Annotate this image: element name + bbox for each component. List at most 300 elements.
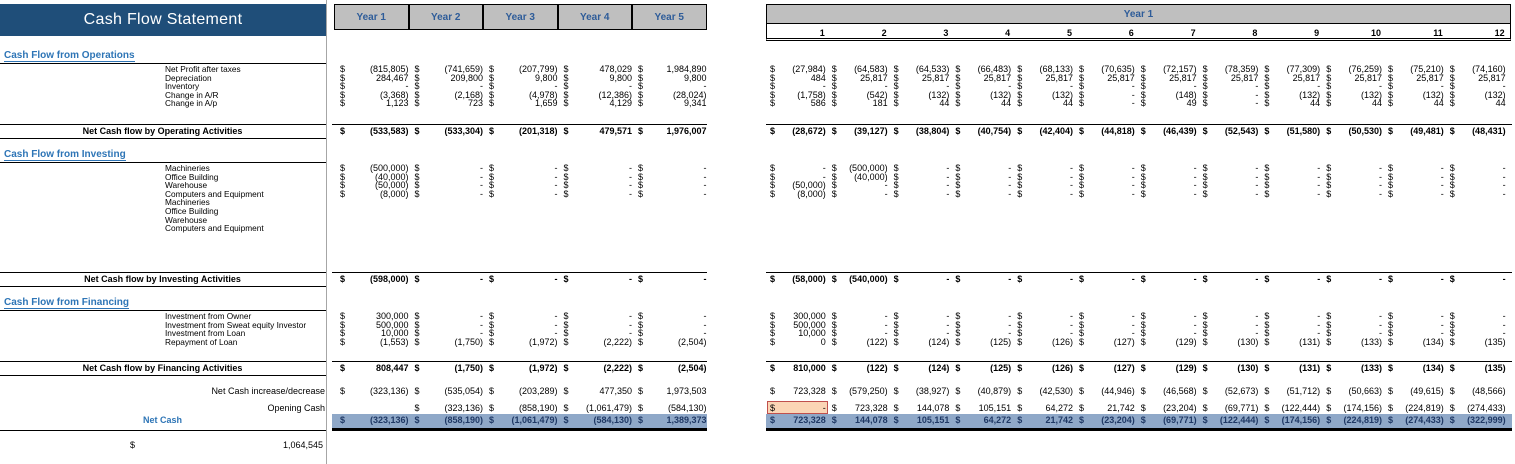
currency-symbol: $ <box>1079 171 1085 182</box>
cell-value: - <box>1502 180 1506 191</box>
cell-value: (2,168) <box>454 89 483 100</box>
cell-value: 44 <box>1433 98 1444 109</box>
currency-symbol: $ <box>1202 163 1208 173</box>
cell-value: (323,136) <box>369 386 409 396</box>
currency-symbol: $ <box>1202 98 1208 109</box>
cell-value: - <box>480 274 483 284</box>
currency-symbol: $ <box>1079 98 1085 109</box>
cell-value: (69,771) <box>1224 403 1259 413</box>
cell-value: - <box>1255 89 1259 100</box>
currency-symbol: $ <box>414 126 420 136</box>
annual-header-1[interactable]: Year 1 <box>334 4 409 30</box>
cell-value: - <box>1317 311 1321 321</box>
monthly-investing-7-6 <box>1141 223 1200 235</box>
cell-value: - <box>554 319 558 330</box>
currency-symbol: $ <box>1140 188 1146 199</box>
cell-value: - <box>1008 311 1012 321</box>
currency-symbol: $ <box>955 81 961 92</box>
annual-financing-3-2 <box>489 337 561 349</box>
cell-value: (48,566) <box>1472 386 1506 396</box>
currency-symbol: $ <box>770 319 776 330</box>
currency-symbol: $ <box>1449 319 1455 330</box>
cell-value: (42,404) <box>1039 126 1073 136</box>
currency-symbol: $ <box>1202 171 1208 182</box>
month-header-10[interactable]: 10 <box>1370 28 1381 38</box>
cell-value: - <box>1502 319 1506 330</box>
row-label-financing-3: Repayment of Loan <box>165 336 238 347</box>
currency-symbol: $ <box>1017 311 1023 321</box>
currency-symbol: $ <box>1388 81 1394 92</box>
currency-symbol: $ <box>563 274 569 284</box>
currency-symbol: $ <box>1326 188 1332 199</box>
cell-value: - <box>1131 319 1135 330</box>
section-heading-financing: Cash Flow from Financing <box>4 297 130 308</box>
monthly-total-investing-8 <box>1264 274 1323 286</box>
cell-value: - <box>554 171 558 182</box>
currency-symbol: $ <box>1017 72 1023 83</box>
currency-symbol: $ <box>1017 415 1023 425</box>
currency-symbol: $ <box>638 386 644 396</box>
monthly-band-label: Year 1 <box>766 4 1511 24</box>
currency-symbol: $ <box>1326 180 1332 191</box>
cell-value: 105,151 <box>978 403 1012 413</box>
cell-value: 144,078 <box>916 403 950 413</box>
currency-symbol: $ <box>1079 403 1085 413</box>
annual-header-4[interactable]: Year 4 <box>558 4 633 30</box>
currency-symbol: $ <box>414 274 420 284</box>
monthly-total-operations-1 <box>832 126 891 138</box>
cell-value: (38,927) <box>915 386 950 396</box>
cell-value: - <box>629 171 632 182</box>
annual-net-cash-0 <box>340 415 412 427</box>
month-header-12[interactable]: 12 <box>1494 28 1505 38</box>
cell-value: - <box>480 163 483 173</box>
currency-symbol: $ <box>1264 336 1270 347</box>
currency-symbol: $ <box>955 328 961 339</box>
monthly-summary-0-7 <box>1203 386 1262 398</box>
cell-value: - <box>1440 274 1444 284</box>
monthly-total-financing-4 <box>1017 363 1076 375</box>
cell-value: 25,817 <box>1292 72 1321 83</box>
cell-value: 1,984,890 <box>666 64 707 74</box>
cell-value: - <box>554 328 558 339</box>
month-header-6[interactable]: 6 <box>1128 28 1134 38</box>
cell-value: (135) <box>1484 336 1506 347</box>
cell-value: - <box>946 311 950 321</box>
currency-symbol: $ <box>414 180 420 191</box>
cell-value: - <box>629 81 632 92</box>
monthly-net-cash-3 <box>955 415 1014 427</box>
monthly-financing-3-7 <box>1203 337 1262 349</box>
currency-symbol: $ <box>955 336 961 347</box>
annual-total-investing-2 <box>489 274 561 286</box>
currency-symbol: $ <box>893 72 899 83</box>
cell-value: - <box>1378 311 1382 321</box>
currency-symbol: $ <box>1264 126 1270 136</box>
cell-value: (49,615) <box>1410 386 1444 396</box>
currency-symbol: $ <box>1140 386 1146 396</box>
annual-header-5[interactable]: Year 5 <box>632 4 707 30</box>
currency-symbol: $ <box>414 311 420 321</box>
cell-value: 10,000 <box>380 328 409 339</box>
cell-value: - <box>1440 328 1444 339</box>
annual-net-cash-4 <box>638 415 710 427</box>
currency-symbol: $ <box>1017 180 1023 191</box>
cell-value: 1,659 <box>534 98 558 109</box>
cell-value: - <box>1131 81 1135 92</box>
currency-symbol: $ <box>638 328 644 339</box>
monthly-total-operations-4 <box>1017 126 1076 138</box>
cell-value: (1,758) <box>797 89 826 100</box>
currency-symbol: $ <box>1140 72 1146 83</box>
cell-value: - <box>1317 188 1321 199</box>
annual-total-investing-1 <box>415 274 487 286</box>
cell-value: - <box>822 403 826 413</box>
currency-symbol: $ <box>1449 311 1455 321</box>
cell-value: (584,130) <box>593 415 632 425</box>
currency-symbol: $ <box>638 336 644 347</box>
currency-symbol: $ <box>1264 163 1270 173</box>
currency-symbol: $ <box>770 415 776 425</box>
currency-symbol: $ <box>1449 328 1455 339</box>
currency-symbol: $ <box>1079 274 1085 284</box>
cell-value: (125) <box>990 363 1012 373</box>
month-header-3[interactable]: 3 <box>943 28 949 38</box>
annual-investing-7-2 <box>489 223 561 235</box>
currency-symbol: $ <box>1079 89 1085 100</box>
annual-total-operations-1 <box>415 126 487 138</box>
currency-symbol: $ <box>1140 126 1146 136</box>
cell-value: (323,136) <box>444 403 483 413</box>
total-label-financing: Net Cash flow by Financing Activities <box>82 363 243 373</box>
currency-symbol: $ <box>340 336 346 347</box>
annual-investing-7-3 <box>564 223 636 235</box>
month-header-9[interactable]: 9 <box>1314 28 1320 38</box>
currency-symbol: $ <box>955 363 961 373</box>
cell-value: - <box>1317 319 1321 330</box>
cell-value: - <box>703 319 707 330</box>
cell-value: (132) <box>928 89 950 100</box>
monthly-investing-7-7 <box>1203 223 1262 235</box>
monthly-summary-0-5 <box>1079 386 1138 398</box>
cell-value: 25,817 <box>921 72 950 83</box>
cell-value: 586 <box>810 98 826 109</box>
cell-value: (500,000) <box>849 163 888 173</box>
annual-operations-4-2 <box>489 98 561 110</box>
cell-value: - <box>1193 319 1197 330</box>
currency-symbol: $ <box>414 363 420 373</box>
currency-symbol: $ <box>1326 274 1332 284</box>
currency-symbol: $ <box>893 386 899 396</box>
cell-value: - <box>1255 328 1259 339</box>
monthly-net-cash-2 <box>894 415 953 427</box>
monthly-investing-7-8 <box>1264 223 1323 235</box>
cell-value: (42,530) <box>1039 386 1073 396</box>
currency-symbol: $ <box>1140 98 1146 109</box>
cell-value: - <box>703 328 707 339</box>
cell-value: 479,571 <box>599 126 632 136</box>
currency-symbol: $ <box>489 72 495 83</box>
currency-symbol: $ <box>893 311 899 321</box>
cell-value: - <box>1255 171 1259 182</box>
month-header-7[interactable]: 7 <box>1190 28 1196 38</box>
annual-investing-7-4 <box>638 223 710 235</box>
row-label-financing-2: Investment from Loan <box>165 328 246 339</box>
currency-symbol: $ <box>638 72 644 83</box>
currency-symbol: $ <box>831 171 837 182</box>
cell-value: (1,972) <box>528 363 558 373</box>
currency-symbol: $ <box>563 415 569 425</box>
monthly-total-financing-6 <box>1141 363 1200 375</box>
cell-value: - <box>884 188 888 199</box>
month-header-4[interactable]: 4 <box>1005 28 1011 38</box>
currency-symbol: $ <box>638 403 644 413</box>
currency-symbol: $ <box>1388 89 1394 100</box>
cell-value: - <box>1255 311 1259 321</box>
monthly-operations-4-3 <box>955 98 1014 110</box>
currency-symbol: $ <box>414 64 420 74</box>
currency-symbol: $ <box>1202 81 1208 92</box>
annual-summary-0-0 <box>340 386 412 398</box>
currency-symbol: $ <box>563 319 569 330</box>
currency-symbol: $ <box>1388 72 1394 83</box>
cell-value: - <box>480 188 483 199</box>
cell-value: 1,973,503 <box>666 386 707 396</box>
monthly-net-cash-6 <box>1141 415 1200 427</box>
row-label-operations-3: Change in A/R <box>165 89 219 100</box>
cell-value: (50,530) <box>1348 126 1382 136</box>
annual-operations-4-1 <box>415 98 487 110</box>
currency-symbol: $ <box>1264 188 1270 199</box>
cell-value: 477,350 <box>599 386 632 396</box>
cell-value: (66,483) <box>977 64 1012 74</box>
cell-value: - <box>1069 188 1073 199</box>
cell-value: - <box>554 81 558 92</box>
cell-value: (52,673) <box>1224 386 1259 396</box>
month-header-5[interactable]: 5 <box>1066 28 1072 38</box>
row-label-investing-1: Office Building <box>165 171 219 182</box>
cell-value: 10,000 <box>798 328 826 339</box>
monthly-financing-3-0 <box>770 337 829 349</box>
cell-value: - <box>1440 180 1444 191</box>
currency-symbol: $ <box>1264 274 1270 284</box>
cell-value: 44 <box>1001 98 1012 109</box>
currency-symbol: $ <box>1264 386 1270 396</box>
cell-value: 9,800 <box>683 72 707 83</box>
monthly-operations-4-0 <box>770 98 829 110</box>
cell-value: - <box>1069 171 1073 182</box>
cell-value: (27,984) <box>792 64 826 74</box>
annual-total-operations-4 <box>638 126 710 138</box>
monthly-financing-3-10 <box>1388 337 1447 349</box>
currency-symbol: $ <box>489 415 495 425</box>
currency-symbol: $ <box>414 386 420 396</box>
cell-value: - <box>1193 328 1197 339</box>
currency-symbol: $ <box>1449 336 1455 347</box>
monthly-operations-4-6 <box>1141 98 1200 110</box>
currency-symbol: $ <box>1326 336 1332 347</box>
monthly-total-investing-5 <box>1079 274 1138 286</box>
currency-symbol: $ <box>340 81 346 92</box>
cell-value: (52,543) <box>1224 126 1259 136</box>
cell-value: (201,318) <box>518 126 558 136</box>
cell-value: 21,742 <box>1107 403 1135 413</box>
cell-value: - <box>1008 319 1012 330</box>
cell-value: - <box>1317 180 1321 191</box>
currency-symbol: $ <box>1264 403 1270 413</box>
cell-value: 0 <box>820 336 826 347</box>
cell-value: (203,289) <box>518 386 558 396</box>
cell-value: 723,328 <box>793 415 826 425</box>
month-header-1[interactable]: 1 <box>819 28 825 38</box>
monthly-net-cash-4 <box>1017 415 1076 427</box>
currency-symbol: $ <box>1449 126 1455 136</box>
cell-value: (130) <box>1237 336 1259 347</box>
cell-value: - <box>1008 328 1012 339</box>
currency-symbol: $ <box>340 386 346 396</box>
currency-symbol: $ <box>1388 311 1394 321</box>
cell-value: 181 <box>872 98 888 109</box>
monthly-operations-4-8 <box>1264 98 1323 110</box>
currency-symbol: $ <box>340 363 346 373</box>
currency-symbol: $ <box>1326 319 1332 330</box>
currency-symbol: $ <box>1264 328 1270 339</box>
currency-symbol: $ <box>1140 311 1146 321</box>
cell-value: (74,160) <box>1472 64 1506 74</box>
currency-symbol: $ <box>1202 89 1208 100</box>
cell-value: - <box>1131 171 1135 182</box>
cell-value: (3,368) <box>379 89 409 100</box>
cell-value: - <box>1069 311 1073 321</box>
cell-value: 810,000 <box>793 363 826 373</box>
month-header-2[interactable]: 2 <box>881 28 887 38</box>
currency-symbol: $ <box>1326 328 1332 339</box>
month-header-8[interactable]: 8 <box>1252 28 1258 38</box>
currency-symbol: $ <box>770 171 776 182</box>
cell-value: (125) <box>990 336 1012 347</box>
currency-symbol: $ <box>638 89 644 100</box>
cell-value: (122) <box>866 363 888 373</box>
cell-value: (28,024) <box>672 89 707 100</box>
currency-symbol: $ <box>489 274 495 284</box>
currency-symbol: $ <box>893 126 899 136</box>
annual-header-3[interactable]: Year 3 <box>483 4 558 30</box>
currency-symbol: $ <box>1079 386 1085 396</box>
currency-symbol: $ <box>1449 180 1455 191</box>
cell-value: (2,222) <box>603 336 632 347</box>
currency-symbol: $ <box>1449 98 1455 109</box>
summary-label-1: Opening Cash <box>267 403 325 413</box>
currency-symbol: $ <box>414 81 420 92</box>
currency-symbol: $ <box>770 81 776 92</box>
annual-header-2[interactable]: Year 2 <box>409 4 484 30</box>
currency-symbol: $ <box>1449 363 1455 373</box>
monthly-total-investing-6 <box>1141 274 1200 286</box>
summary-label-0: Net Cash increase/decrease <box>211 386 325 396</box>
currency-symbol: $ <box>955 126 961 136</box>
cell-value: (129) <box>1175 363 1197 373</box>
row-label-financing-1: Investment from Sweat equity Investor <box>165 319 307 330</box>
monthly-net-cash-7 <box>1203 415 1262 427</box>
currency-symbol: $ <box>1388 328 1394 339</box>
currency-symbol: $ <box>489 403 495 413</box>
currency-symbol: $ <box>1449 274 1455 284</box>
cell-value: - <box>1131 98 1135 109</box>
cell-value: 25,817 <box>1354 72 1382 83</box>
monthly-summary-0-10 <box>1388 386 1447 398</box>
cell-value: (129) <box>1175 336 1197 347</box>
currency-symbol: $ <box>638 126 644 136</box>
cell-value: (132) <box>1051 89 1073 100</box>
cell-value: 25,817 <box>1416 72 1444 83</box>
cell-value: 44 <box>1310 98 1321 109</box>
cell-value: - <box>1255 188 1259 199</box>
currency-symbol: $ <box>770 98 776 109</box>
cell-value: (122,444) <box>1219 415 1259 425</box>
currency-symbol: $ <box>340 319 346 330</box>
currency-symbol: $ <box>1326 171 1332 182</box>
currency-symbol: $ <box>831 363 837 373</box>
currency-symbol: $ <box>340 126 346 136</box>
annual-operations-4-3 <box>564 98 636 110</box>
cell-value: - <box>1378 180 1382 191</box>
currency-symbol: $ <box>563 180 569 191</box>
monthly-total-financing-2 <box>894 363 953 375</box>
currency-symbol: $ <box>1202 319 1208 330</box>
cell-value: - <box>1378 188 1382 199</box>
currency-symbol: $ <box>563 98 569 109</box>
monthly-investing-7-4 <box>1017 223 1076 235</box>
net-cash-bar-annual <box>332 414 707 431</box>
total-rule-left-operations <box>0 124 326 125</box>
row-label-operations-2: Inventory <box>165 81 200 92</box>
monthly-total-investing-10 <box>1388 274 1447 286</box>
currency-symbol: $ <box>1140 336 1146 347</box>
cell-value: - <box>629 311 632 321</box>
currency-symbol: $ <box>1449 188 1455 199</box>
cell-value: - <box>1502 328 1506 339</box>
currency-symbol: $ <box>955 403 961 413</box>
cell-value: (135) <box>1484 363 1506 373</box>
currency-symbol: $ <box>340 98 346 109</box>
cell-value: (23,204) <box>1163 403 1197 413</box>
currency-symbol: $ <box>831 319 837 330</box>
cell-value: 64,272 <box>983 415 1012 425</box>
monthly-total-investing-0 <box>770 274 829 286</box>
cell-value: (533,304) <box>444 126 483 136</box>
currency-symbol: $ <box>770 311 776 321</box>
currency-symbol: $ <box>340 64 346 74</box>
currency-symbol: $ <box>1017 363 1023 373</box>
cell-value: (322,999) <box>1467 415 1506 425</box>
currency-symbol: $ <box>1264 415 1270 425</box>
currency-symbol: $ <box>1202 363 1208 373</box>
cell-value: (598,000) <box>369 274 409 284</box>
month-header-11[interactable]: 11 <box>1433 28 1443 38</box>
annual-total-operations-3 <box>564 126 636 138</box>
total-rule-annual-investing <box>332 272 707 273</box>
currency-symbol: $ <box>1202 188 1208 199</box>
cell-value: - <box>946 319 950 330</box>
row-label-operations-1: Depreciation <box>165 72 212 83</box>
annual-total-operations-2 <box>489 126 561 138</box>
cell-value: - <box>1069 328 1073 339</box>
currency-symbol: $ <box>489 89 495 100</box>
cell-value: 9,341 <box>683 98 707 109</box>
cell-value: 9,800 <box>534 72 558 83</box>
currency-symbol: $ <box>563 311 569 321</box>
cell-value: - <box>946 180 950 191</box>
